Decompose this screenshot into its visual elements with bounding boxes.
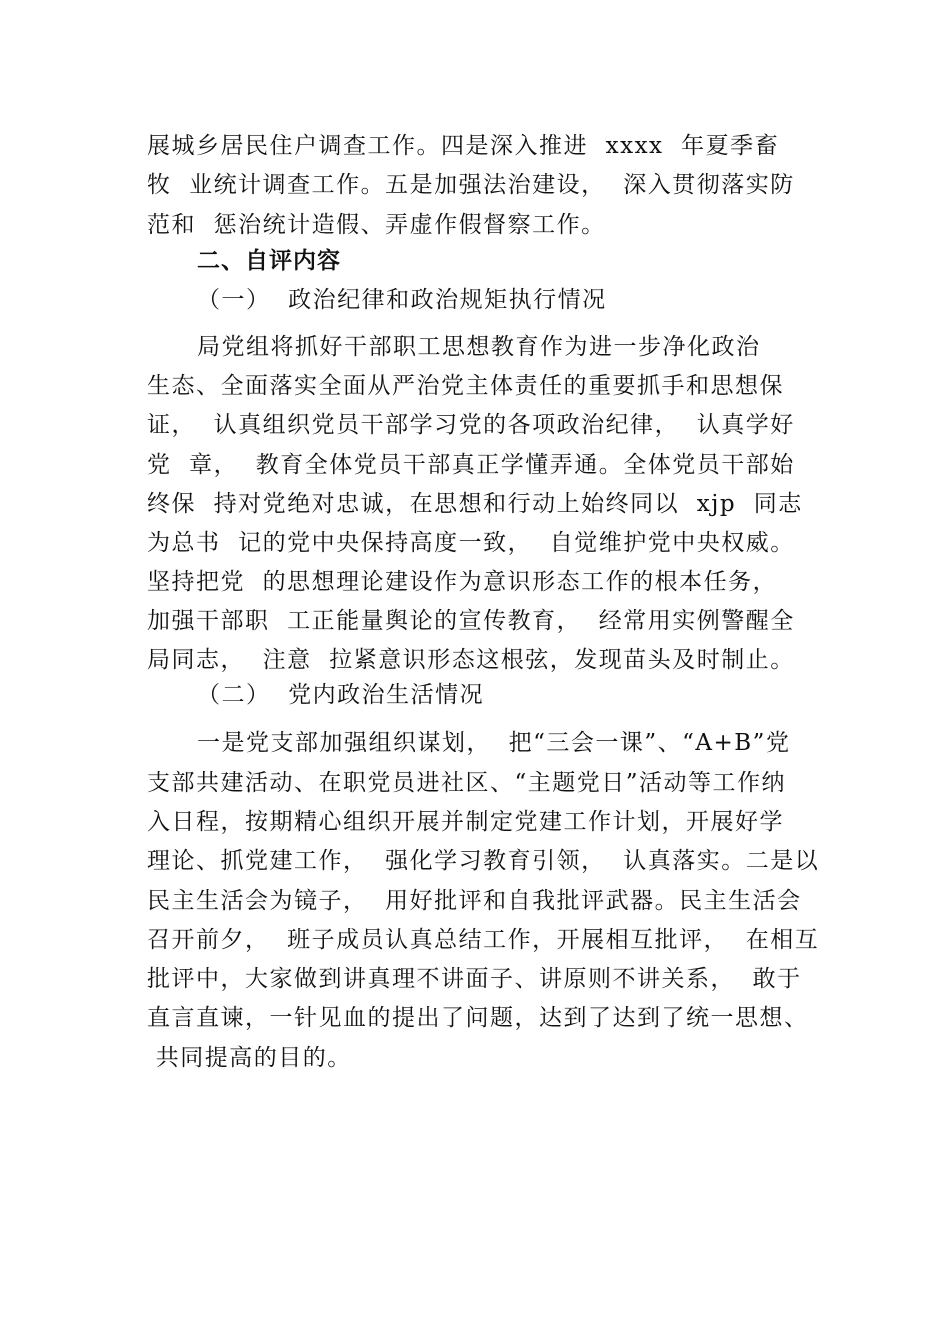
subsection-2-line-8: 直言直谏，一针见血的提出了问题，达到了达到了统一思想、 [147,1005,809,1031]
subsection-1-line-3: 证， 认真组织党员干部学习党的各项政治纪律， 认真学好 [147,412,795,438]
subsection-1-line-2: 生态、全面落实全面从严治党主体责任的重要抓手和思想保 [147,373,784,399]
subsection-2-line-1: 一是党支部加强组织谋划， 把“三会一课”、“A+B”党 [197,730,791,756]
subsection-1-line-6: 为总书 记的党中央保持高度一致， 自觉维护党中央权威。 [147,530,795,556]
section-heading: 二、自评内容 [197,248,341,274]
subsection-1-line-4: 党 章， 教育全体党员干部真正学懂弄通。全体党员干部始 [147,452,795,478]
subsection-2-line-2: 支部共建活动、在职党员进社区、“主题党日”活动等工作纳 [147,770,787,796]
subsection-1-title: （一） 政治纪律和政治规矩执行情况 [197,287,607,313]
subsection-2-line-4: 理论、抓党建工作， 强化学习教育引领， 认真落实。二是以 [147,848,820,874]
intro-line-3: 范和 惩治统计造假、弄虚作假督察工作。 [147,212,606,238]
subsection-1-line-9: 局同志， 注意 拉紧意识形态这根弦，发现苗头及时制止。 [147,647,795,673]
subsection-2-title: （二） 党内政治生活情况 [197,682,485,708]
subsection-2-line-9: 共同提高的目的。 [147,1045,352,1071]
intro-line-1: 展城乡居民住户调查工作。四是深入推进 xxxx 年夏季畜 [147,133,780,159]
subsection-1-line-5: 终保 持对党绝对忠诚，在思想和行动上始终同以 xjp 同志 [147,491,803,517]
subsection-2-line-6: 召开前夕， 班子成员认真总结工作，开展相互批评， 在相互 [147,927,820,953]
subsection-1-line-1: 局党组将抓好干部职工思想教育作为进一步净化政治 [197,334,761,360]
subsection-2-line-3: 入日程，按期精心组织开展并制定党建工作计划，开展好学 [147,809,784,835]
subsection-2-line-5: 民主生活会为镜子， 用好批评和自我批评武器。民主生活会 [147,888,802,914]
subsection-1-line-8: 加强干部职 工正能量舆论的宣传教育， 经常用实例警醒全 [147,608,795,634]
intro-line-2: 牧 业统计调查工作。五是加强法治建设， 深入贯彻落实防 [147,172,795,198]
subsection-1-line-7: 坚持把党 的思想理论建设作为意识形态工作的根本任务， [147,569,778,595]
subsection-2-line-7: 批评中，大家做到讲真理不讲面子、讲原则不讲关系， 敢于 [147,966,802,992]
